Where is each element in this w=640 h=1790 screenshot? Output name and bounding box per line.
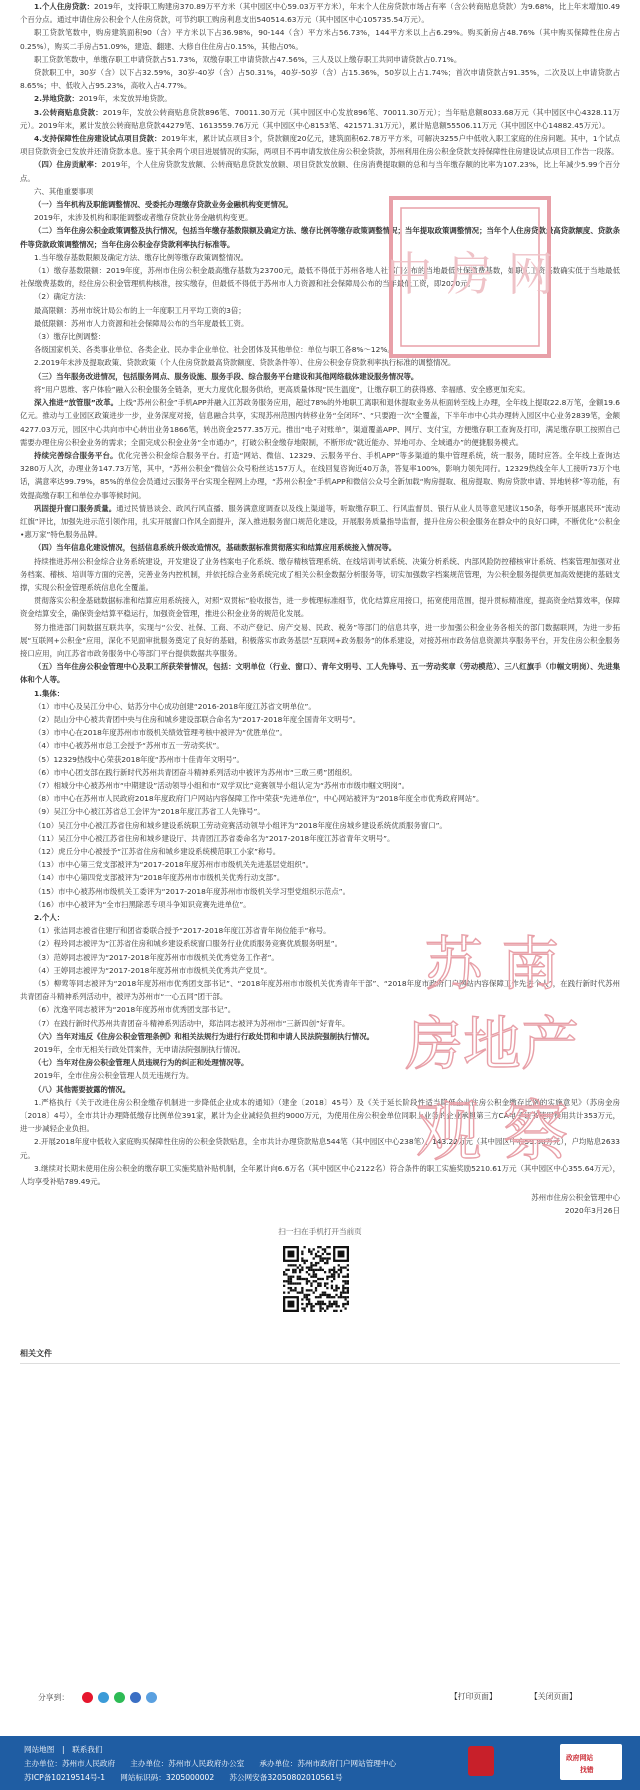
- paragraph-text: 2019年，全市住房公积金管理人员无违规行为。: [34, 1071, 194, 1081]
- paragraph: [20, 1096, 620, 1136]
- paragraph-text: 2019年，全市无相关行政处罚案件，无申请法院强制执行情况。: [34, 1045, 245, 1055]
- paragraph: [20, 92, 620, 105]
- paragraph-lead: （八）其他需要披露的情况。: [34, 1084, 131, 1094]
- paragraph: [20, 792, 620, 805]
- paragraph-lead: 深入推进“放管服”改革。: [34, 398, 119, 408]
- paragraph: [20, 317, 620, 330]
- paragraph: [20, 911, 620, 924]
- wechat-icon[interactable]: [114, 1692, 125, 1703]
- paragraph-lead: 2.个人：: [34, 913, 65, 923]
- paragraph-lead: （一）当年机构及职能调整情况、受委托办理缴存贷款业务金融机构变更情况。: [34, 200, 293, 210]
- qq-icon[interactable]: [130, 1692, 141, 1703]
- paragraph: [20, 1056, 620, 1069]
- paragraph: [20, 885, 620, 898]
- paragraph: [20, 1030, 620, 1043]
- footer-links[interactable]: 网站地图 | 联系我们: [24, 1745, 103, 1754]
- paragraph-text: （11）吴江分中心被江苏省住房和城乡建设厅、共青团江苏省委命名为“2017-2018年度江苏省青年文明号”。: [34, 833, 395, 843]
- paragraph-text: 最低限额：苏州市人力资源和社会保障局公布的当年度最低工资。: [34, 318, 249, 328]
- paragraph: [20, 845, 620, 858]
- paragraph-lead: （四）住房贡献率：: [34, 160, 102, 170]
- paragraph-text: 努力推进部门间数据互联共享，实现与“公安、社保、工商、不动产登记、房产交易、民政、税务”等部门的信息共享，进一步加强公积金业务各相关的部门数据联网，为进一步拓展“互联网+公积金”应用，深化不见面审批服务奠定了良好的基础，积极落实市政务基层“互联网+政务服务”的体系建设，对接苏州市政务信息资源共享服务平台，开发住房公积金服务接口应用，向江苏省市政务服务中心等部门平台提供数据共享服务。: [20, 622, 620, 658]
- paragraph-text: （3）范婷同志被评为“2017-2018年度苏州市市级机关优秀党务工作者”。: [34, 952, 279, 962]
- paragraph-text: （16）市中心被评为“全市扫黑除恶专项斗争知识竞赛先进单位”。: [34, 899, 251, 909]
- weibo-icon[interactable]: [82, 1692, 93, 1703]
- paragraph: [20, 805, 620, 818]
- footer: [0, 1736, 640, 1790]
- paragraph-text: （13）市中心第三党支部被评为“2017-2018年度苏州市市级机关先进基层党组织”。: [34, 860, 314, 870]
- paragraph-text: 各级国家机关、各类事业单位、各类企业、民办非企业单位、社会团体及其他单位：单位与职工各8%～12%。: [34, 345, 395, 355]
- divider: [20, 1363, 620, 1364]
- signature-date: 2020年3月26日: [564, 1206, 620, 1216]
- print-button[interactable]: 【打印页面】: [450, 1692, 497, 1701]
- paragraph-text: （14）市中心第四党支部被评为“2018年度苏州市市级机关优秀行动支部”。: [34, 873, 285, 883]
- paragraph-text: 1.当年缴存基数限额及确定方法、缴存比例等缴存政策调整情况。: [34, 252, 248, 262]
- paragraph: [20, 264, 620, 290]
- paragraph-lead: （七）当年对住房公积金管理人员违规行为的纠正和处理情况等。: [34, 1058, 249, 1068]
- paragraph-text: 职工贷款笔数中，单缴存职工申请贷款占51.73%，双缴存职工申请贷款占47.56%，三人及以上缴存职工共同申请贷款占0.71%。: [34, 54, 462, 64]
- paragraph: [20, 396, 620, 449]
- paragraph: [20, 1135, 620, 1161]
- gov-site-badge[interactable]: [560, 1744, 622, 1780]
- paragraph-text: 2.开展2018年度中低收入家庭购买保障性住房的公积金贷款贴息，全市共计办理贷款贴息544笔（其中园区中心238笔）、143.22万元（其中园区中心59.80万元），户均贴息2633元。: [20, 1137, 620, 1160]
- watermark-line3: 观 察: [415, 1093, 569, 1170]
- paragraph: [20, 158, 620, 184]
- paragraph-text: （6）市中心团支部在践行新时代苏州共青团奋斗精神系列活动中被评为苏州市“三敢三勇”团组织。: [34, 767, 357, 777]
- paragraph-text: 上线“苏州公积金”手机APP并融入江苏政务服务应用，超过78%的外地职工离职和退休提取业务从柜面转至线上办理，全年线上提取22.8万笔，金额19.6亿元。推动与工业园区政策进步一步，业务深度对接，信息融合共享，实现苏州范围内转移业务“全闭环”、“只要跑一次”全覆盖，下半年市中心共办理转入园区中心业务2839笔，金额4277.03万元，园区中心共向市中心转出业务1866笔，转出资金2577.35万元。推出“电子对账单”，渠道覆盖APP、网厅、支付宝，方便缴存职工查询及打印，满足缴存职工按照自己需要办理住房公积金业务的需求；全面完成公积金业务“全市通办”，打破公积金缴存地限制，不断形成“就近能办、异地可办、全域通办”的便捷服务模式。: [20, 398, 620, 447]
- paragraph: [20, 251, 620, 264]
- paragraph-text: 持续推进苏州公积金综合业务系统建设，开发建设了业务档案电子化系统、缴存精核管理系统、在线培训考试系统、决策分析系统、内部风险防控稽核审计系统、档案管理加强对业务档案、稽核、培训等方面的完善，完善业务内控机制，并依托综合业务系统完成了相关公积金数据分析服务等，切实加强数字档案规范管理，为公积金服务提供更加高效便捷的基础支撑，实现公积金管理系统信息化全覆盖。: [20, 556, 620, 592]
- paragraph: [20, 66, 620, 92]
- paragraph: [20, 832, 620, 845]
- paragraph: [20, 898, 620, 911]
- paragraph: [20, 977, 620, 1003]
- paragraph: [20, 621, 620, 661]
- qzone-icon[interactable]: [98, 1692, 109, 1703]
- paragraph: [20, 106, 620, 132]
- paragraph: [20, 819, 620, 832]
- paragraph: [20, 700, 620, 713]
- paragraph-text: （1）张洁同志被省住建厅和团省委联合授予“2017-2018年度江苏省青年岗位能手”称号。: [34, 926, 331, 936]
- paragraph: [20, 198, 620, 211]
- share-bar: [20, 1688, 620, 1708]
- paragraph: [20, 924, 620, 937]
- paragraph-lead: （三）当年服务改进情况，包括服务网点、服务设施、服务手段、综合服务平台建设和其他网络载体建设服务情况等。: [34, 371, 419, 381]
- paragraph: [20, 53, 620, 66]
- footer-org-info: 主办单位：苏州市人民政府 主办单位：苏州市人民政府办公室 承办单位：苏州市政府门户网站管理中心: [24, 1759, 397, 1768]
- watermark-top-text: 中 房 网: [386, 247, 554, 301]
- paragraph-text: （3）缴存比例调整：: [34, 332, 106, 342]
- paragraph-text: 最高限额：苏州市统计局公布的上一年度职工月平均工资的3倍；: [34, 305, 246, 315]
- paragraph-text: （1）市中心及吴江分中心、姑苏分中心成功创建“2016-2018年度江苏省文明单位”。: [34, 701, 316, 711]
- paragraph-text: （15）市中心被苏州市级机关工委评为“2017-2018年度苏州市市级机关学习型党组织示范点”。: [34, 886, 351, 896]
- paragraph: [20, 541, 620, 554]
- paragraph: [20, 1017, 620, 1030]
- qr-code-icon: [283, 1246, 349, 1312]
- paragraph-text: （7）在践行新时代苏州共青团奋斗精神系列活动中，郑洁同志被评为苏州市“三新四创”好青年。: [34, 1018, 350, 1028]
- paragraph-lead: 巩固提升窗口服务质量。: [34, 503, 117, 513]
- paragraph-text: 六、其他重要事项: [34, 186, 94, 196]
- paragraph-text: 2019年末，累计试点项目3个，贷款额度20亿元，建筑面积62.78万平方米，可解决3255户中低收入职工家庭的住房问题。其中，1个试点项目贷款资金已发放并还清贷款本息。鉴于其余两个项目进展情况的实际，两项目不再申请发放住房公积金贷款，苏州利用住房公积金贷款支持保障性住房建设试点项目工作告一段落。: [20, 134, 620, 157]
- paragraph-text: 2.2019年未涉及提取政策、贷款政策（个人住房贷款最高贷款额度、贷款条件等）、住房公积金存贷款利率执行标准的调整情况。: [34, 358, 456, 368]
- paragraph-text: （2）昆山分中心被共青团中央与住房和城乡建设部联合命名为“2017-2018年度全国青年文明号”。: [34, 714, 361, 724]
- paragraph: [20, 185, 620, 198]
- paragraph: [20, 660, 620, 686]
- paragraph: [20, 753, 620, 766]
- paragraph: [20, 1083, 620, 1096]
- article-body: [20, 0, 620, 1188]
- paragraph-lead: 1.个人住房贷款：: [34, 2, 95, 11]
- paragraph: [20, 502, 620, 542]
- paragraph: [20, 726, 620, 739]
- share-label: 分享到：: [38, 1693, 70, 1702]
- close-button[interactable]: 【关闭页面】: [530, 1692, 577, 1701]
- paragraph-text: 将“用户思维、客户体验”融入公积金服务全链条，更大力度优化服务供给，更高质量体现“民生温度”，让缴存职工的获得感、幸福感、安全感更加充实。: [34, 384, 530, 394]
- paragraph: [20, 304, 620, 317]
- party-emblem-icon[interactable]: [468, 1746, 494, 1776]
- paragraph: [20, 1069, 620, 1082]
- paragraph: [20, 224, 620, 250]
- paragraph: [20, 356, 620, 369]
- paragraph-text: （12）虎丘分中心被授予“江苏省住房和城乡建设系统模范职工小家”称号。: [34, 847, 281, 856]
- paragraph-text: （4）市中心被苏州市总工会授予“苏州市五一劳动奖状”。: [34, 741, 224, 751]
- paragraph-lead: 1.集体：: [34, 688, 65, 698]
- more-share-icon[interactable]: [146, 1692, 157, 1703]
- signature-org: 苏州市住房公积金管理中心: [531, 1193, 620, 1203]
- paragraph: [20, 713, 620, 726]
- badge-line1: 政府网站: [566, 1754, 594, 1762]
- paragraph-text: 贯彻落实公积金基础数据标准和结算应用系统接入，对照“双贯标”验收报告，进一步梳理标准细节，优化结算应用接口，拓宽使用范围，提升贯标精准度，提高资金结算效率，保障资金结算安全，确保资金结算平稳运行，加强资金管理，推进公积金业务的规范化发展。: [20, 596, 620, 619]
- paragraph: [20, 1003, 620, 1016]
- paragraph: [20, 871, 620, 884]
- paragraph-lead: 持续完善综合服务平台。: [34, 450, 118, 460]
- paragraph: [20, 1043, 620, 1056]
- paragraph-text: （8）市中心在苏州市人民政府2018年度政府门户网站内容保障工作中荣获“先进单位”，中心网站被评为“2018年度全市优秀政府网站”。: [34, 794, 484, 804]
- paragraph: [20, 964, 620, 977]
- qr-section: [20, 1226, 620, 1344]
- paragraph: [20, 687, 620, 700]
- paragraph-text: （5）柳莺等同志被评为“2018年度苏州市优秀团支部书记”、“2018年度苏州市市级机关优秀青年干部”、“2018年度市政府门户网站内容保障工作先进个人”，在践行新时代苏州共青团奋斗精神系列活动中，被评为苏州市“一心五同”团干部。: [20, 979, 620, 1002]
- paragraph-text: 职工贷款笔数中，购房建筑面积90（含）平方米以下占36.98%，90-144（含）平方米占56.73%，144平方米以上占6.29%。购买新房占48.76%（其中购买保障性住房占0.25%），购买二手房占51.09%，建造、翻建、大修自住住房占0.15%，其他占0%。: [20, 28, 620, 51]
- paragraph-text: 通过民情恳谈会、政风行风直播、服务满意度调查以及线上渠道等，听取缴存职工、行风监督员、银行从业人员等意见建议150条，每季开展惠民环“流动红旗”评比，加强先进示范引领作用，扎实开展窗口作风全面提升，深入推进服务窗口规范化建设，开展服务质量指导监督，提升住房公积金服务在群众中的良好口碑，不断优化“公积金•惠万家”特色服务品牌。: [20, 503, 620, 540]
- paragraph-text: （4）王婷同志被评为“2017-2018年度苏州市市级机关优秀共产党员”。: [34, 965, 272, 975]
- related-files-heading: 相关文件: [20, 1348, 52, 1358]
- paragraph: [20, 594, 620, 620]
- article: [20, 0, 620, 1364]
- paragraph: [20, 555, 620, 595]
- footer-icp-info[interactable]: 苏ICP备10219514号-1 网站标识码：3205000002 苏公网安备32050802010561号: [24, 1773, 343, 1782]
- paragraph-lead: （四）当年信息化建设情况，包括信息系统升级改造情况，基础数据标准贯彻落实和结算应用系统接入情况等。: [34, 543, 397, 553]
- paragraph-text: 2019年，未涉及机构和职能调整或者缴存贷款业务金融机构变更。: [34, 213, 253, 223]
- paragraph-text: （6）沈逸平同志被评为“2018年度苏州市优秀团支部书记”。: [34, 1005, 236, 1015]
- paragraph-lead: 4.支持保障性住房建设试点项目贷款：: [34, 134, 162, 144]
- paragraph: [20, 1162, 620, 1188]
- paragraph-text: （9）吴江分中心被江苏省总工会评为“2018年度江苏省工人先锋号”。: [34, 807, 265, 817]
- paragraph: [20, 383, 620, 396]
- paragraph-text: 贷款职工中，30岁（含）以下占32.59%，30岁-40岁（含）占50.31%，40岁-50岁（含）占15.36%，50岁以上占1.74%；首次申请贷款占91.35%，二次及以上申请贷款占8.65%；中、低收入占95.23%，高收入占4.77%。: [20, 68, 620, 91]
- paragraph: [20, 26, 620, 52]
- paragraph-text: 1.严格执行《关于改进住房公积金缴存机制进一步降低企业成本的通知》（建金〔2018〕45号）及《关于延长阶段性适当降低企业住房公积金缴存比例的实施意见》（苏房金房〔2018〕4号），全市共计办理降低缴存比例单位391家，累计为企业减轻负担约9000万元，为使用住房公积金单位同职上业务的企业承担第三方CA电子证书使用费用共计353万元，进一步减轻企业负担。: [20, 1097, 620, 1134]
- paragraph: [20, 343, 620, 356]
- paragraph: [20, 951, 620, 964]
- paragraph-text: 2019年，发放公转商贴息贷款896笔、70011.30万元（其中园区中心发放896笔、70011.30万元）；当年贴息额8033.68万元（其中园区中心4328.11万元）。2019年末，累计发放公转商贴息贷款44279笔、1613559.76万元（其中园区中心8153笔、421571.31万元），累计贴息额55506.11万元（其中园区中心14882.45万元）。: [20, 107, 620, 130]
- paragraph: [20, 0, 620, 26]
- watermark-line2: 房地产: [404, 1010, 580, 1078]
- paragraph-lead: 2.异地贷款：: [34, 94, 79, 104]
- paragraph-lead: （五）当年住房公积金管理中心及职工所获荣誉情况，包括：文明单位（行业、窗口）、青年文明号、工人先锋号、五一劳动奖章（劳动模范）、三八红旗手（巾帼文明岗）、先进集体和个人等。: [20, 662, 620, 685]
- paragraph-text: 优化完善公积金综合服务平台。打造“网站、微信、12329、云服务平台、手机APP”等多渠道的集中管理系统，统一服务，随时应答。全年线上查询达3280万人次，办理业务147.73万笔，其中，“苏州公积金”微信公众号粉丝达157万人，在线回复咨询近40万条，答复率100%，影响力领先同行。12329热线全年人工接听73万个电话，满意率达99.79%，85%的单位会员通过云服务平台实现全程网上办理，“苏州公积金”手机APP和微信公众号全新加载“购房提取、租房提取、购房贷款申请、异地转移”等功能，有效提高缴存职工和单位办事等候时间。: [20, 450, 620, 500]
- paragraph: [20, 449, 620, 502]
- paragraph-text: 2019年，支持职工购建房370.89万平方米（其中园区中心59.03万平方米），年末个人住房贷款市场占有率（含公转商贴息贷款）为9.68%，比上年末增加0.49个百分点。通过申请住房公积金个人住房贷款，可节约职工购房利息支出540514.63万元（其中园区中心105735.54万元）。: [20, 2, 620, 25]
- paragraph: [20, 858, 620, 871]
- paragraph-text: 3.继续对长期未使用住房公积金的缴存职工实施奖励补贴机制，全年累计向6.6万名（其中园区中心2122名）符合条件的职工实施奖励5210.61万元（其中园区中心355.64万元），人均享受补贴789.49元。: [20, 1163, 620, 1187]
- paragraph-text: （2）确定方法：: [34, 292, 91, 302]
- paragraph: [20, 766, 620, 779]
- paragraph-lead: 3.公转商贴息贷款：: [34, 107, 103, 117]
- paragraph-text: （7）相城分中心被苏州市“中期建设”活动领导小组和市“双学双比”竞赛领导小组认定为“苏州市市级巾帼文明岗”。: [34, 780, 410, 790]
- paragraph-lead: （二）当年住房公积金政策调整及执行情况，包括当年缴存基数限额及确定方法、缴存比例等缴存政策调整情况；当年提取政策调整情况；当年个人住房贷款最高贷款额度、贷款条件等贷款政策调整情况；当年住房公积金存贷款利率执行标准等。: [20, 226, 620, 249]
- paragraph: [20, 211, 620, 224]
- paragraph-text: （3）市中心在2018年度苏州市市级机关绩效管理考核中被评为“优胜单位”。: [34, 728, 287, 738]
- watermark-line1: 苏 南: [424, 930, 560, 998]
- paragraph-text: 2019年，未发放异地贷款。: [78, 94, 172, 104]
- paragraph: [20, 290, 620, 303]
- paragraph-text: （10）吴江分中心被江苏省住房和城乡建设系统职工劳动竞赛活动领导小组评为“2018年度住房城乡建设系统优质服务窗口”。: [34, 820, 447, 830]
- paragraph: [20, 370, 620, 383]
- paragraph-text: （2）程玲同志被评为“江苏省住房和城乡建设系统窗口服务行业优质服务竞赛优质服务明星”。: [34, 939, 342, 949]
- paragraph: [20, 779, 620, 792]
- paragraph-text: （5）12329热线中心荣获2018年度“苏州市十佳青年文明号”。: [34, 754, 244, 764]
- paragraph: [20, 937, 620, 950]
- badge-line2: 找错: [580, 1766, 594, 1774]
- paragraph: [20, 132, 620, 158]
- paragraph-text: 2019年，个人住房贷款发放额、公转商贴息贷款发放额、项目贷款发放额、住房消费提取额的总和与当年缴存额的比率为107.23%，比上年减少5.99个百分点。: [20, 160, 620, 183]
- paragraph-text: （1）缴存基数限额：2019年度，苏州市住房公积金最高缴存基数为23700元，最低不得低于苏州各地人社部门公布的当地最低社保缴费基数，如职工工资基数确实低于当地最低社保缴费基数的，经住房公积金管理机构核准，按实缴存，但最低不得低于苏州市人力资源和社会保障局公布的当年最低工资，即2020元。: [20, 266, 620, 289]
- paragraph-lead: （六）当年对违反《住房公积金管理条例》和相关法规行为进行行政处罚和申请人民法院强制执行情况。: [34, 1031, 374, 1041]
- qr-label: 扫一扫在手机打开当前页: [278, 1226, 362, 1236]
- paragraph: [20, 330, 620, 343]
- paragraph: [20, 739, 620, 752]
